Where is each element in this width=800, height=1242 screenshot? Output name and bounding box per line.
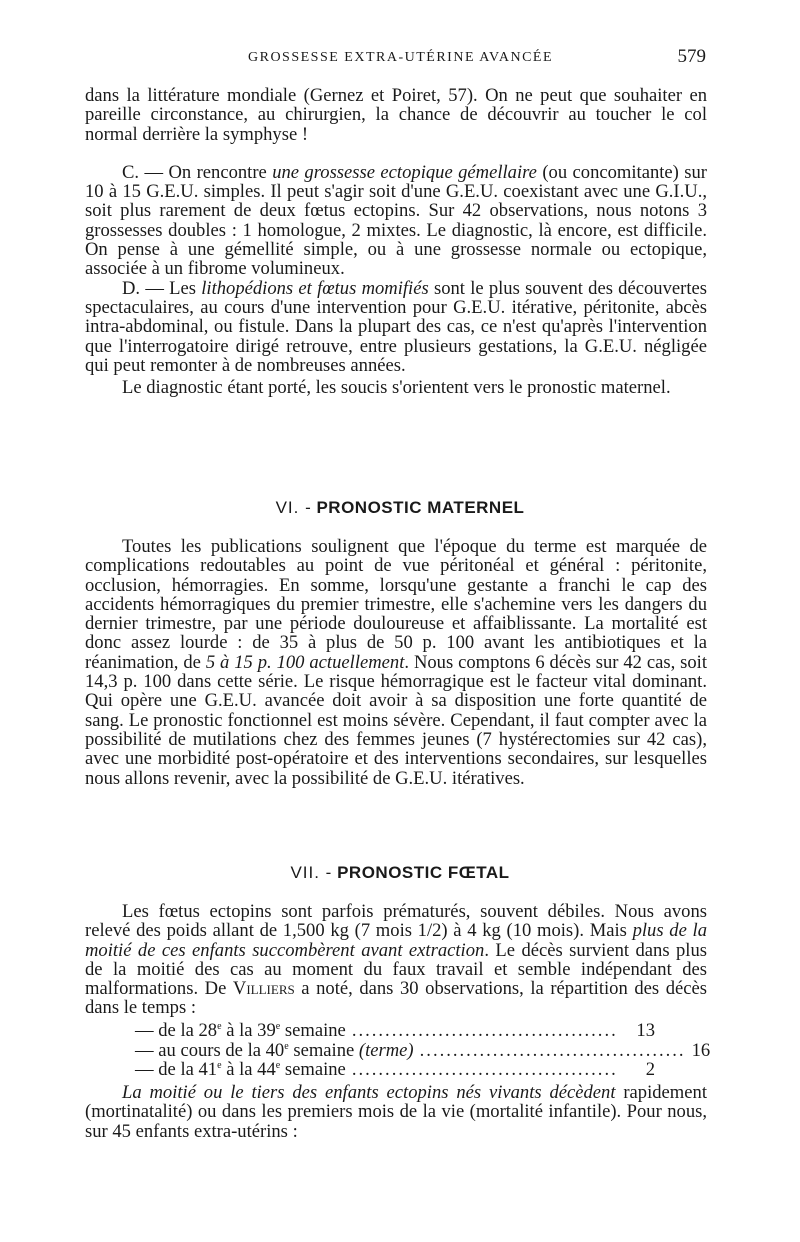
row-sup: e: [284, 1040, 289, 1052]
paragraph-fetal: [85, 902, 707, 1018]
row-value: 13: [636, 1020, 655, 1041]
section-number: VI. -: [275, 498, 312, 517]
dot-leader: ........................................: [351, 1059, 618, 1081]
row-text: à la 39: [221, 1020, 276, 1041]
page-number: 579: [677, 46, 706, 67]
deaths-table: [135, 1020, 711, 1081]
paragraph-d-emphasis: lithopédions et fœtus momifiés: [201, 277, 429, 299]
top-text-block: [85, 86, 707, 397]
row-text: à la 44: [221, 1059, 276, 1081]
table-row: [135, 1039, 711, 1061]
fetal-text-c: a noté, dans 30 observations, la répartition des décès dans le temps :: [85, 978, 707, 1019]
section-heading-maternal: [0, 498, 800, 518]
fetal-text-a: Les fœtus ectopins sont parfois prématurés, souvent débiles. Nous avons relevé des poids allant de 1,500 kg (7 mois 1/2) à 4 kg (10 mois). Mais: [85, 901, 707, 942]
table-row: [135, 1020, 655, 1040]
maternal-text-b: . Nous comptons 6 décès sur 42 cas, soit 14,3 p. 100 dans cette série. Le risque hémorragique est le facteur vital dominant. Qui opère une G.E.U. avancée doit avoir à sa disposition une forte quantité de sang. Le pronostic fonctionnel est moins sévère. Cependant, il faut compter avec la possibilité de mutilations chez des femmes jeunes (7 hystérectomies sur 42 cas), avec une morbidité post-opératoire et des interventions secondaires, sur lesquelles nous allons revenir, avec la possibilité de G.E.U. itératives.: [85, 651, 708, 789]
row-sup: e: [275, 1060, 281, 1072]
section-heading-fetal: [0, 863, 800, 883]
paragraph-diagnosis: Le diagnostic étant porté, les soucis s'orientent vers le pronostic maternel.: [122, 377, 671, 399]
paragraph-d: [85, 279, 707, 375]
paragraph-intro: dans la littérature mondiale (Gernez et Poiret, 57). On ne peut que souhaiter en pareille circonstance, au chirurgien, la chance de découvrir au toucher le col normal derrière la symphyse !: [85, 85, 707, 145]
section-number: VII. -: [290, 863, 333, 882]
row-label: [135, 1059, 346, 1081]
paragraph-c-text: (ou concomitante) sur 10 à 15 G.E.U. simples. Il peut s'agir soit d'une G.E.U. coexistant avec une G.I.U., soit plus rarement de deux fœtus ectopins. Sur 42 observations, nous notons 3 grossesses doubles : 1 homologue, 2 mixtes. Le diagnostic, là encore, est difficile. On pense à une gémellité simple, ou à une grossesse normale ou ectopique, associée à un fibrome volumineux.: [85, 161, 708, 280]
row-value: 16: [691, 1039, 711, 1061]
paragraph-d-lead: D. — Les: [122, 277, 202, 299]
dot-leader: ........................................: [419, 1039, 686, 1061]
paragraph-c: [85, 163, 707, 279]
fetal-text-b: . Le décès survient dans plus de la moitié des cas au moment du faux travail et semble indépendant des malformations. De: [85, 939, 708, 1000]
row-text: semaine: [288, 1039, 359, 1061]
dot-leader: ........................................: [351, 1020, 618, 1041]
paragraph-d-text: sont le plus souvent des découvertes spectaculaires, au cours d'une intervention pour G.E.U. itérative, péritonite, abcès intra-abdominal, ou fistule. Dans la plupart des cas, ce n'est qu'après l'intervention que l'interrogatoire dirigé retrouve, entre plusieurs gestations, la G.E.U. négligée qui peut remonter à de nombreuses années.: [85, 277, 707, 376]
paragraph-c-emphasis: une grossesse ectopique gémellaire: [272, 161, 537, 183]
row-sup: e: [275, 1021, 281, 1032]
row-text: semaine: [280, 1020, 346, 1041]
row-text: de la 41: [158, 1059, 218, 1081]
final-emphasis: La moitié ou le tiers des enfants ectopins nés vivants décèdent: [122, 1082, 616, 1103]
row-dash: —: [135, 1059, 159, 1081]
paragraph-final: [85, 1083, 707, 1141]
maternal-emphasis: 5 à 15 p. 100 actuellement: [205, 651, 405, 673]
row-value: 2: [645, 1059, 655, 1081]
running-title: GROSSESSE EXTRA-UTÉRINE AVANCÉE: [248, 50, 554, 65]
table-row: [135, 1059, 655, 1079]
row-dash: —: [135, 1020, 159, 1041]
final-text-block: [85, 1083, 707, 1141]
row-text: au cours de la 40: [158, 1039, 285, 1061]
section-title: PRONOSTIC FŒTAL: [337, 863, 510, 882]
author-name: Villiers: [232, 978, 295, 1000]
maternal-text-block: [85, 537, 707, 788]
row-sup: e: [217, 1060, 222, 1072]
maternal-text-a: Toutes les publications soulignent que l'époque du terme est marquée de complications redoutables au point de vue péritonéal et général : péritonite, occlusion, hémorragies. En somme, lorsqu'une gestante a franchi le cap des accidents hémorragiques du premier trimestre, elle s'achemine vers les dangers du dernier trimestre, par une période douloureuse et affaiblissante. La mortalité est donc assez lourde : de 35 à plus de 50 p. 100 avant les antibiotiques et la réanimation, de: [85, 536, 707, 673]
fetal-emphasis: plus de la moitié de ces enfants succombèrent avant extraction: [85, 920, 707, 961]
section-title: PRONOSTIC MATERNEL: [316, 498, 525, 517]
fetal-text-block: [85, 902, 707, 1018]
row-text: de la 28: [158, 1020, 218, 1041]
row-dash: —: [135, 1039, 159, 1061]
final-text: rapidement (mortinatalité) ou dans les premiers mois de la vie (mortalité infantile). Pour nous, sur 45 enfants extra-utérins :: [85, 1082, 707, 1142]
paragraph-c-lead: C. — On rencontre: [122, 161, 273, 183]
paragraph-maternal: [85, 537, 707, 788]
row-sup: e: [217, 1021, 222, 1032]
row-text: semaine: [280, 1059, 346, 1081]
row-emphasis: (terme): [358, 1039, 414, 1061]
